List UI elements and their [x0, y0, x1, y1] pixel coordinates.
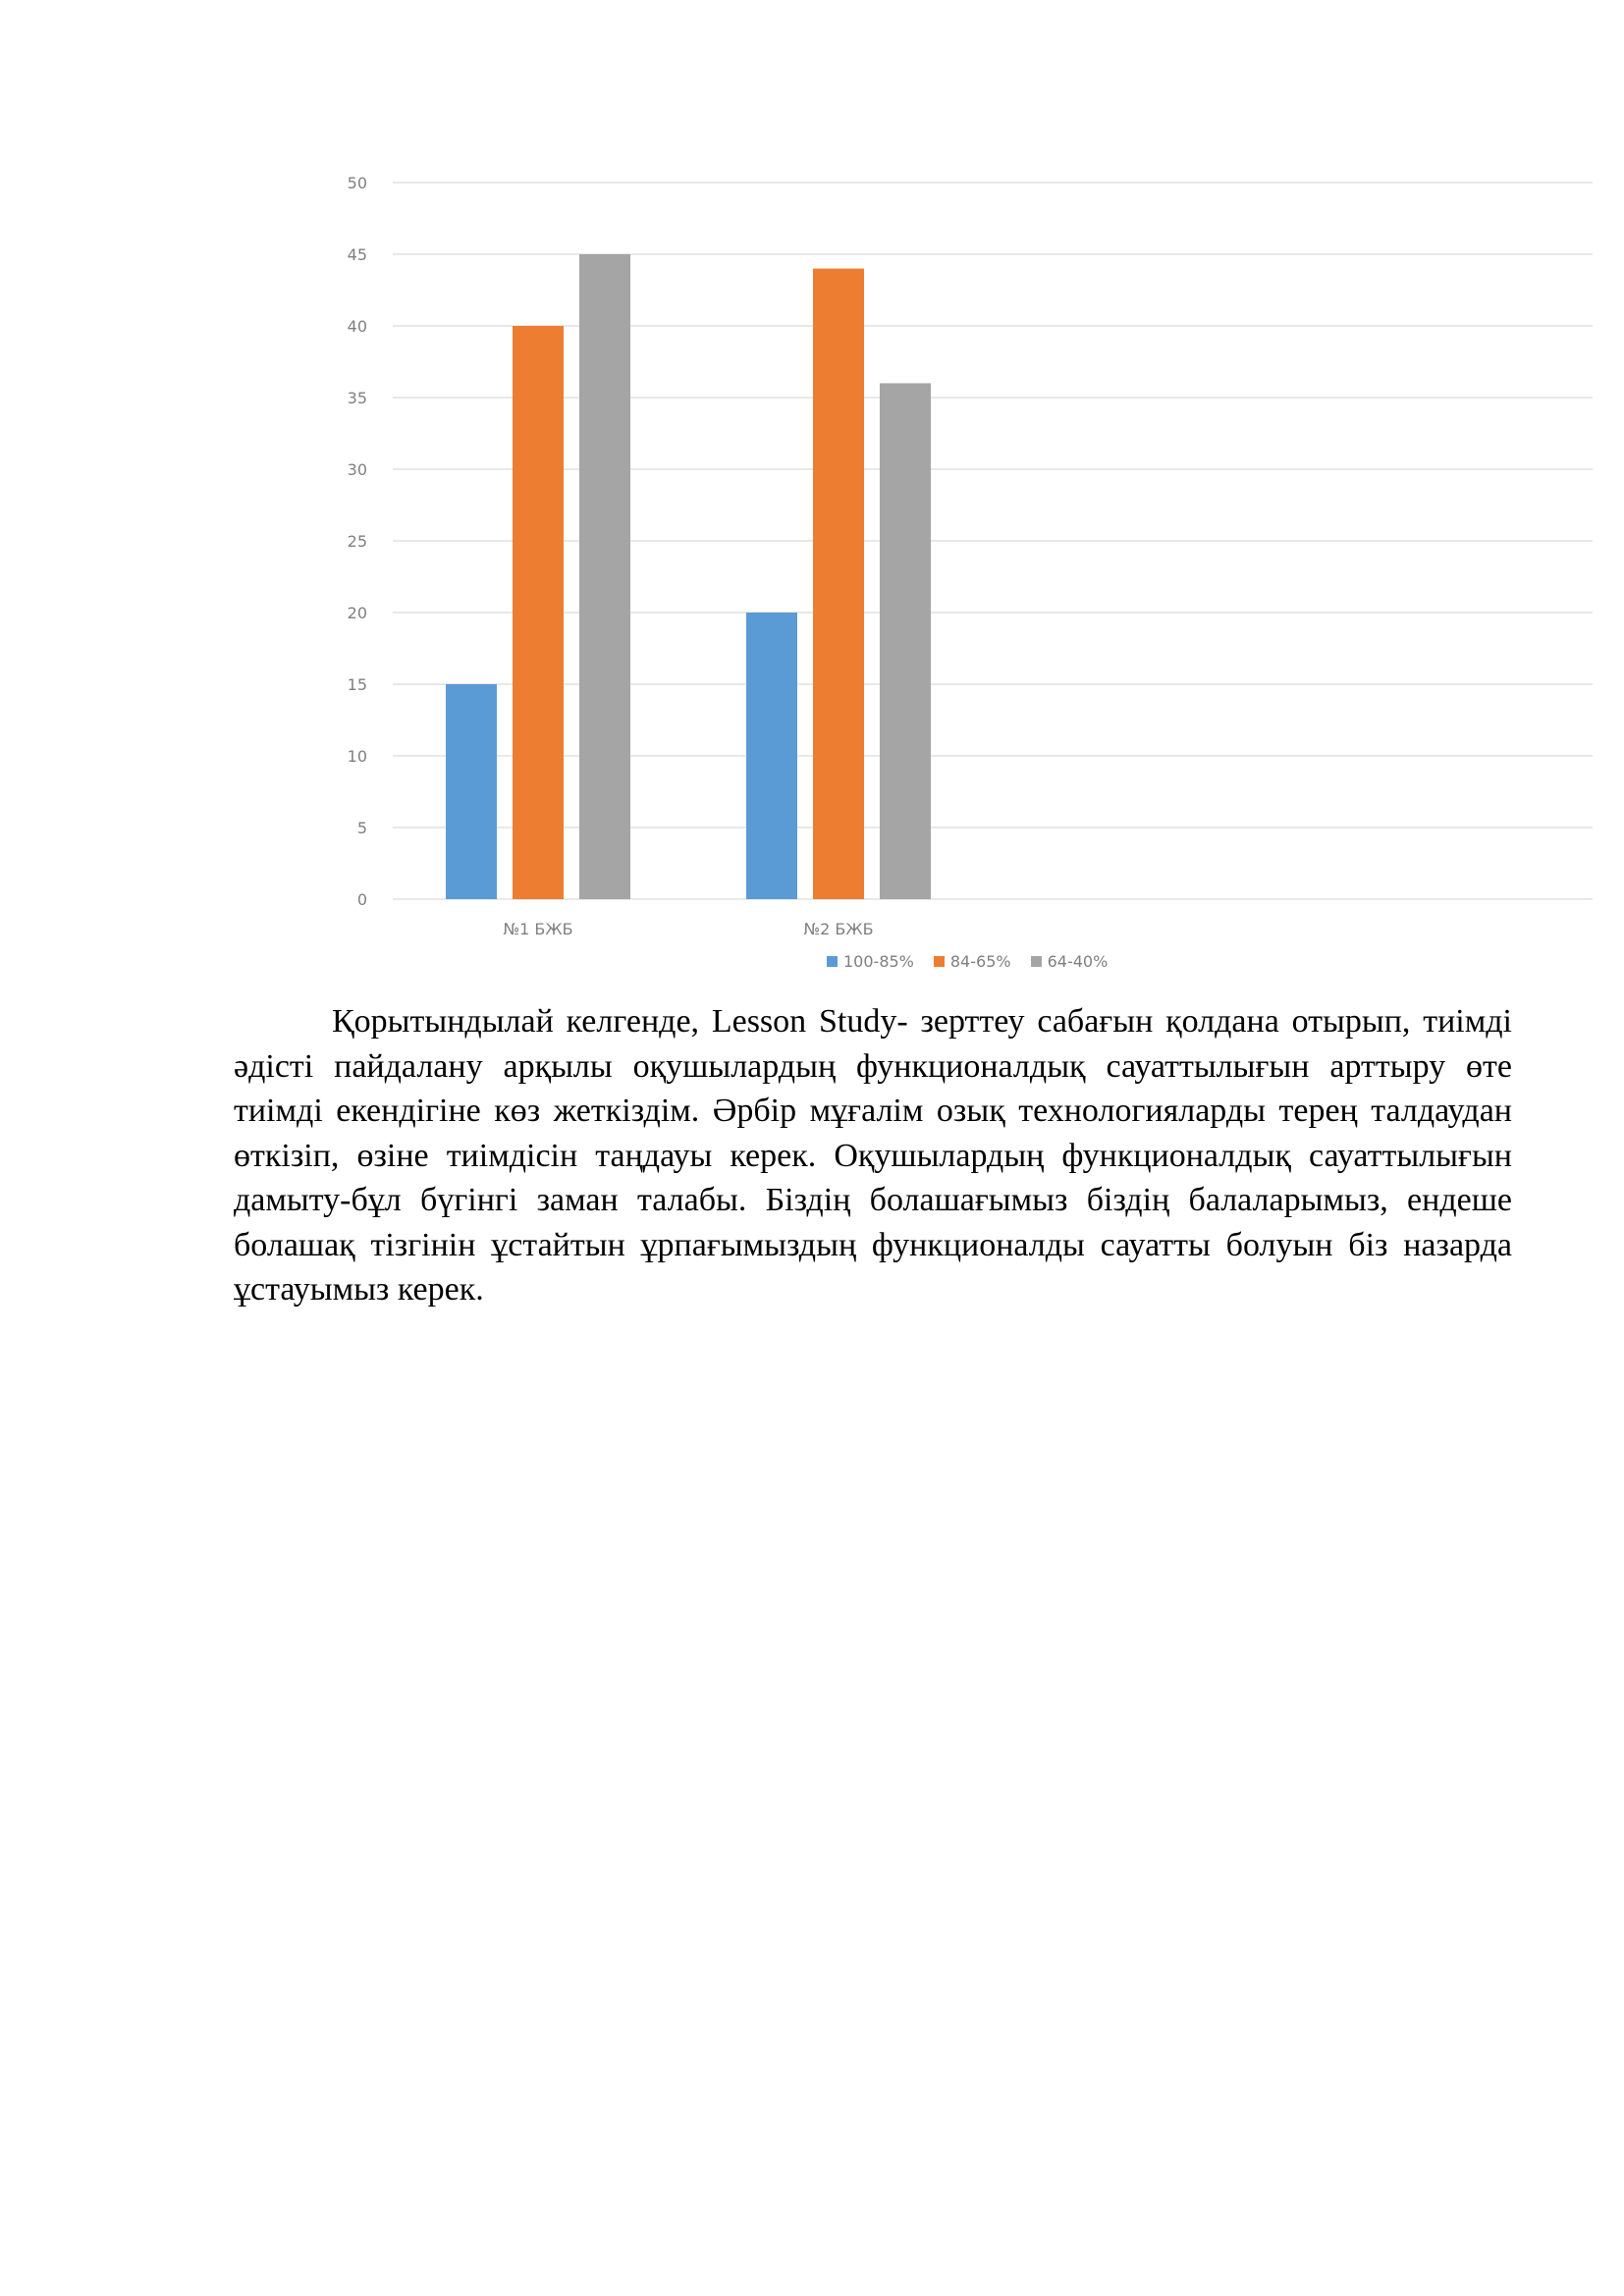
legend-item [934, 952, 1011, 971]
y-tick-label: 10 [347, 747, 367, 766]
y-tick-label: 25 [347, 532, 367, 551]
chart-legend [827, 952, 1108, 971]
y-tick-label: 0 [356, 890, 367, 909]
x-tick-label: №2 БЖБ [803, 920, 874, 938]
y-tick-label: 40 [347, 317, 367, 336]
x-axis-tick-labels [503, 920, 873, 938]
bar [446, 684, 497, 899]
bar [579, 254, 630, 899]
y-axis-tick-labels [348, 174, 367, 909]
legend-swatch [827, 956, 838, 967]
x-tick-label: №1 БЖБ [503, 920, 573, 938]
y-tick-label: 45 [347, 245, 367, 264]
y-tick-label: 30 [347, 460, 367, 479]
y-tick-label: 35 [347, 389, 367, 407]
bar [513, 326, 564, 899]
body-text [234, 999, 1512, 1312]
bar [746, 613, 797, 899]
chart-bars [446, 254, 931, 899]
legend-label: 100-85% [843, 952, 914, 971]
bar-chart [0, 0, 1624, 942]
conclusion-paragraph: Қорытындылай келгенде, Lesson Study- зерттеу сабағын қолдана отырып, тиімді әдісті пайдалану арқылы оқушылардың функционалдық сауаттылығын арттыру өте тиімді екендігіне көз жеткіздім. Әрбір мұғалім озық технологияларды терең талдаудан өткізіп, өзіне тиімдісін таңдауы керек. Оқушылардың функционалдық сауаттылығын дамыту-бұл бүгінгі заман талабы. Біздің болашағымыз біздің балаларымыз, ендеше болашақ тізгінін ұстайтын ұрпағымыздың функционалды сауатты болуын біз назарда ұстауымыз керек. [234, 1003, 1512, 1308]
legend-item [1031, 952, 1109, 971]
y-tick-label: 20 [347, 604, 367, 622]
bar [813, 269, 864, 899]
chart-gridlines [393, 183, 1593, 899]
y-tick-label: 50 [347, 174, 367, 192]
legend-swatch [934, 956, 945, 967]
legend-label: 64-40% [1047, 952, 1109, 971]
y-tick-label: 15 [347, 675, 367, 694]
legend-swatch [1031, 956, 1042, 967]
y-tick-label: 5 [356, 819, 367, 837]
bar [880, 383, 931, 899]
legend-label: 84-65% [949, 952, 1011, 971]
legend-item [827, 952, 914, 971]
